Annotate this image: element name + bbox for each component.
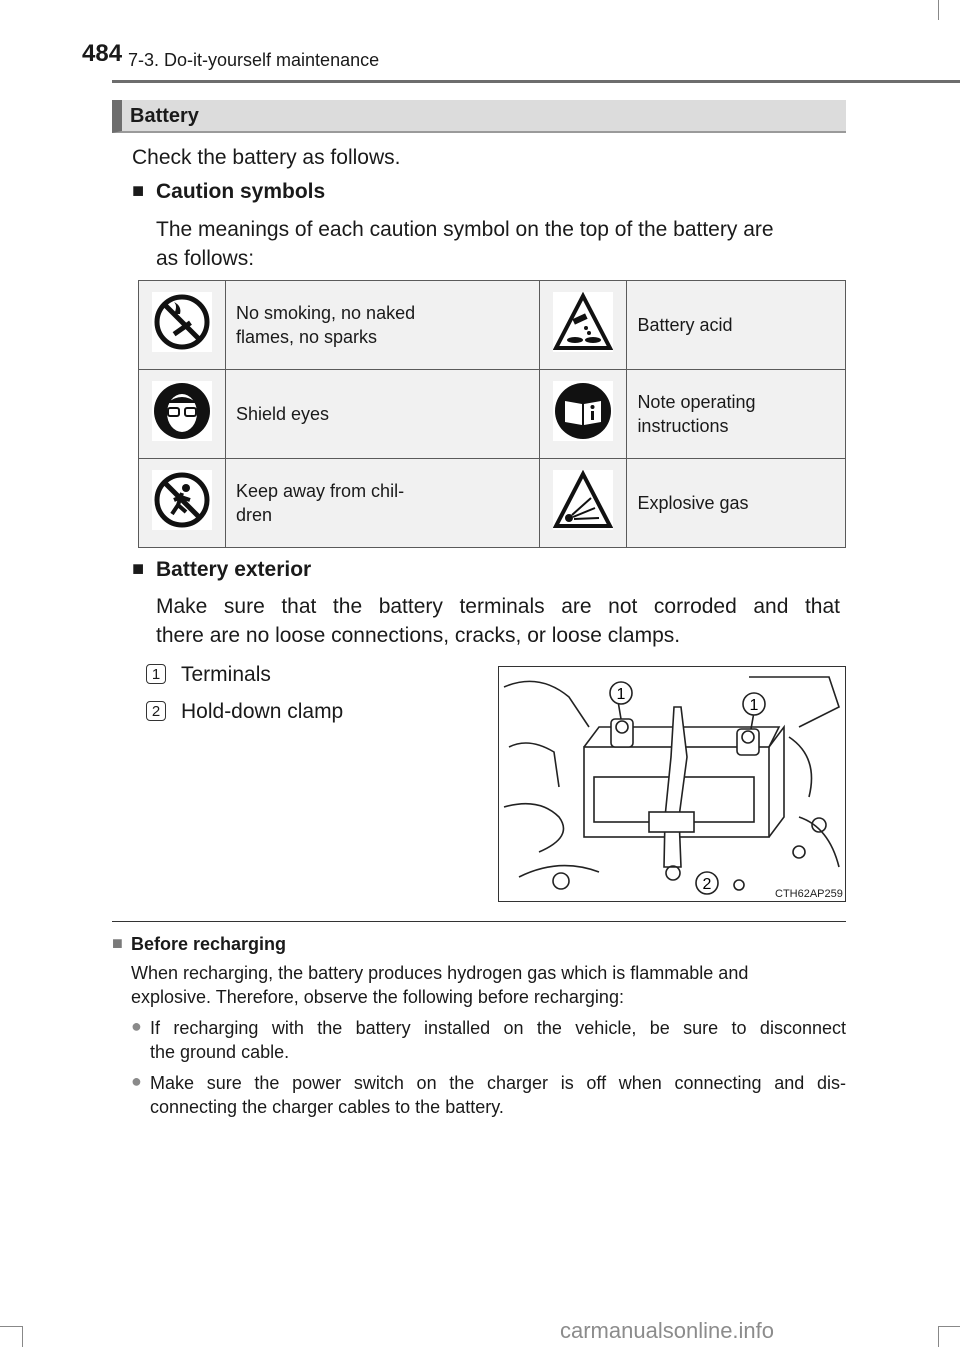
symbol-label: Keep away from chil- <box>236 481 405 501</box>
figure-callout-2: 2 <box>702 876 712 893</box>
symbol-cell <box>139 459 226 548</box>
symbol-cell <box>540 459 627 548</box>
square-bullet: ■ <box>132 180 145 202</box>
symbol-label: Battery acid <box>637 315 733 335</box>
watermark-text: carmanualsonline.info <box>560 1318 775 1343</box>
exterior-text-line2: there are no loose connections, cracks, or loose clamps. <box>156 624 681 647</box>
symbol-cell <box>139 370 226 459</box>
crop-mark <box>938 1326 939 1347</box>
symbol-label: instructions <box>637 416 729 436</box>
note-bullet-1-line1: If recharging with the battery installed on the vehicle, be sure to disconnect <box>150 1018 846 1038</box>
caution-text-line2: as follows: <box>156 247 255 270</box>
section-title: Battery <box>130 105 199 127</box>
symbol-text-cell <box>226 370 540 459</box>
shield-eyes-icon <box>152 381 212 441</box>
symbol-text-cell <box>627 459 846 548</box>
caution-heading: Caution symbols <box>156 180 326 203</box>
section-path: 7-3. Do-it-yourself maintenance <box>128 50 380 70</box>
symbol-text-cell <box>226 459 540 548</box>
caution-text-line1: The meanings of each caution symbol on the top of the battery are <box>156 218 774 241</box>
symbol-label: Shield eyes <box>236 404 330 424</box>
note-text-line2: explosive. Therefore, observe the following before recharging: <box>131 987 624 1007</box>
symbol-label: No smoking, no naked <box>236 303 416 323</box>
table-row <box>139 459 846 548</box>
symbol-cell <box>139 281 226 370</box>
header-rule <box>112 80 960 83</box>
symbol-text-cell <box>226 281 540 370</box>
symbol-label: dren <box>236 505 273 525</box>
battery-illustration <box>499 667 845 901</box>
crop-mark <box>22 1326 23 1347</box>
intro-text: Check the battery as follows. <box>132 146 401 169</box>
figure-callout-1: 1 <box>616 686 626 703</box>
exterior-text-line1: Make sure that the battery terminals are not corroded and that <box>156 595 840 618</box>
note-text-line1: When recharging, the battery produces hydrogen gas which is flammable and <box>131 963 749 983</box>
square-bullet: ■ <box>112 933 123 953</box>
table-row <box>139 370 846 459</box>
round-bullet: ● <box>131 1016 142 1036</box>
section-title-bar <box>112 100 846 133</box>
square-bullet: ■ <box>132 558 145 580</box>
note-heading: Before recharging <box>131 934 287 954</box>
keep-away-children-icon <box>152 470 212 530</box>
figure-callout-1b: 1 <box>749 697 759 714</box>
symbol-label: flames, no sparks <box>236 327 378 347</box>
figure-code: CTH62AP259 <box>775 888 843 900</box>
crop-mark <box>0 1326 22 1327</box>
exterior-heading: Battery exterior <box>156 558 312 581</box>
round-bullet: ● <box>131 1071 142 1091</box>
item-label-clamp: Hold-down clamp <box>181 700 344 723</box>
note-bullet-2-line2: connecting the charger cables to the battery. <box>150 1097 504 1117</box>
note-divider <box>112 921 846 922</box>
operating-instructions-icon <box>553 381 613 441</box>
crop-mark <box>938 0 939 20</box>
table-row <box>139 281 846 370</box>
symbol-label: Explosive gas <box>637 493 749 513</box>
item-label-terminals: Terminals <box>181 663 271 686</box>
item-number: 2 <box>146 701 166 721</box>
battery-acid-icon <box>553 292 613 352</box>
explosive-gas-icon <box>553 470 613 530</box>
no-smoking-icon <box>152 292 212 352</box>
symbol-cell <box>540 370 627 459</box>
caution-symbols-table <box>138 280 846 548</box>
note-bullet-1-line2: the ground cable. <box>150 1042 290 1062</box>
page-number: 484 <box>82 40 123 67</box>
symbol-cell <box>540 281 627 370</box>
crop-mark <box>938 1326 960 1327</box>
note-bullet-2-line1: Make sure the power switch on the charger is off when connecting and dis- <box>150 1073 846 1093</box>
item-number: 1 <box>146 664 166 684</box>
symbol-text-cell <box>627 281 846 370</box>
battery-figure <box>498 666 846 902</box>
symbol-label: Note operating <box>637 392 756 412</box>
symbol-text-cell <box>627 370 846 459</box>
